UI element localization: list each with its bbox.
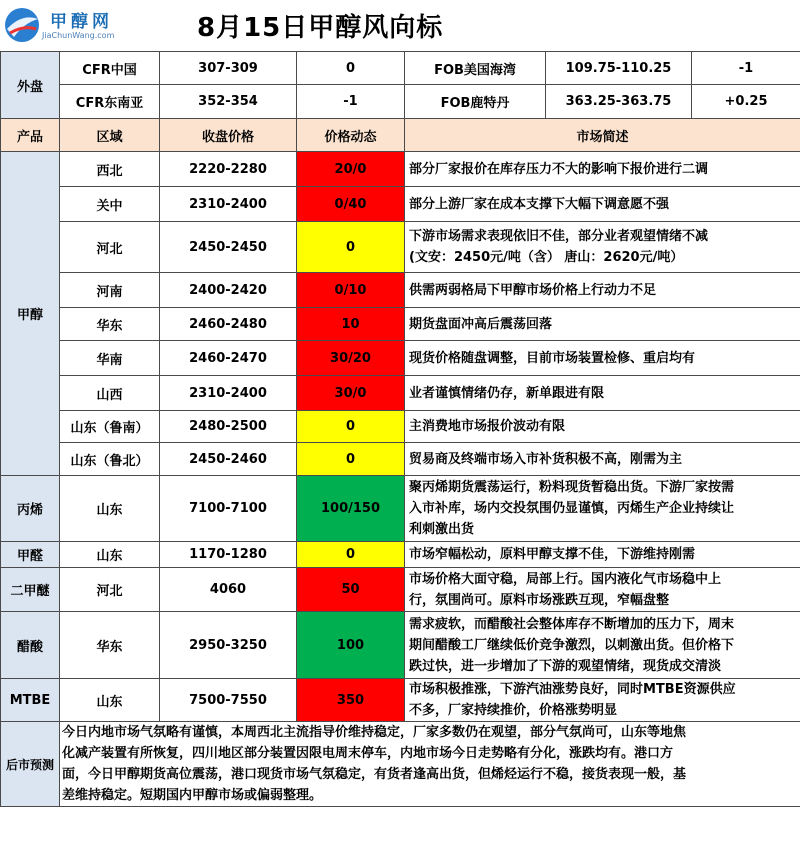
summary-cell: 现货价格随盘调整，目前市场装置检修、重启均有 bbox=[405, 341, 800, 376]
outer-cell: -1 bbox=[297, 85, 405, 119]
col-header-trend: 价格动态 bbox=[297, 119, 405, 152]
product-cell: MTBE bbox=[1, 679, 60, 722]
trend-cell: 20/0 bbox=[297, 152, 405, 187]
methanol-row bbox=[1, 308, 800, 341]
methanol-row bbox=[1, 152, 800, 187]
product-methanol: 甲醇 bbox=[1, 152, 60, 476]
region-cell: 关中 bbox=[60, 187, 160, 222]
forecast-line: 今日内地市场气氛略有谨慎，本周西北主流指导价维持稳定，厂家多数仍在观望，部分气氛尚可，山东等地焦 bbox=[62, 725, 687, 740]
trend-cell: 0 bbox=[297, 222, 405, 273]
summary-line: 下游市场需求表现依旧不佳，部分业者观望情绪不减 bbox=[409, 229, 709, 244]
summary-cell: 主消费地市场报价波动有限 bbox=[405, 411, 800, 443]
summary-line: 期间醋酸工厂继续低价竞争激烈，以刺激出货。但价格下 bbox=[409, 637, 735, 653]
forecast-line: 面，今日甲醇期货高位震荡，港口现货市场气氛稳定，有货者逢高出货，但烯烃运行不稳，接货表现一般，基 bbox=[62, 767, 687, 782]
region-cell: 华东 bbox=[60, 612, 160, 679]
downstream-row bbox=[1, 568, 800, 612]
site-logo[interactable] bbox=[2, 5, 122, 47]
outer-row bbox=[1, 85, 800, 119]
summary-cell bbox=[405, 476, 800, 542]
trend-cell: 0 bbox=[297, 542, 405, 568]
methanol-row bbox=[1, 341, 800, 376]
methanol-row bbox=[1, 187, 800, 222]
trend-cell: 0 bbox=[297, 411, 405, 443]
outer-row bbox=[1, 52, 800, 85]
outer-cell: 0 bbox=[297, 52, 405, 85]
column-header-row bbox=[1, 119, 800, 152]
trend-cell: 10 bbox=[297, 308, 405, 341]
region-cell: 河北 bbox=[60, 568, 160, 612]
region-cell: 山东 bbox=[60, 679, 160, 722]
summary-line: 行，氛围尚可。原料市场涨跌互现，窄幅盘整 bbox=[409, 592, 670, 608]
price-cell: 1170-1280 bbox=[160, 542, 297, 568]
price-cell: 4060 bbox=[160, 568, 297, 612]
methanol-row bbox=[1, 443, 800, 476]
methanol-row bbox=[1, 411, 800, 443]
market-table bbox=[0, 51, 800, 807]
summary-line: 市场积极推涨，下游汽油涨势良好，同时MTBE资源供应 bbox=[409, 682, 736, 697]
trend-cell: 30/0 bbox=[297, 376, 405, 411]
region-cell: 河南 bbox=[60, 273, 160, 308]
trend-cell: 0/40 bbox=[297, 187, 405, 222]
col-header-price: 收盘价格 bbox=[160, 119, 297, 152]
methanol-row bbox=[1, 376, 800, 411]
summary-cell: 期货盘面冲高后震荡回落 bbox=[405, 308, 800, 341]
summary-line: 跌过快，进一步增加了下游的观望情绪，现货成交清淡 bbox=[409, 658, 722, 674]
price-cell: 7100-7100 bbox=[160, 476, 297, 542]
region-cell: 西北 bbox=[60, 152, 160, 187]
trend-cell: 30/20 bbox=[297, 341, 405, 376]
price-cell: 2310-2400 bbox=[160, 187, 297, 222]
product-cell: 丙烯 bbox=[1, 476, 60, 542]
region-cell: 华南 bbox=[60, 341, 160, 376]
trend-cell: 350 bbox=[297, 679, 405, 722]
summary-cell bbox=[405, 679, 800, 722]
downstream-row bbox=[1, 542, 800, 568]
price-cell: 2950-3250 bbox=[160, 612, 297, 679]
price-cell: 2480-2500 bbox=[160, 411, 297, 443]
outer-cell: 307-309 bbox=[160, 52, 297, 85]
logo-english-text: JiaChunWang.com bbox=[42, 31, 115, 40]
trend-cell: 0/10 bbox=[297, 273, 405, 308]
price-cell: 2220-2280 bbox=[160, 152, 297, 187]
methanol-row bbox=[1, 222, 800, 273]
summary-line: 不多，厂家持续推价，价格涨势明显 bbox=[409, 703, 618, 718]
col-header-product: 产品 bbox=[1, 119, 60, 152]
region-cell: 河北 bbox=[60, 222, 160, 273]
globe-logo-icon bbox=[2, 5, 42, 45]
outer-cell: 363.25-363.75 bbox=[546, 85, 692, 119]
methanol-row bbox=[1, 273, 800, 308]
col-header-summary: 市场简述 bbox=[405, 119, 800, 152]
outer-cell: 352-354 bbox=[160, 85, 297, 119]
forecast-line: 化减产装置有所恢复，四川地区部分装置因限电周末停车，内地市场今日走势略有分化，涨跌均有。港口方 bbox=[62, 746, 674, 761]
price-cell: 2450-2450 bbox=[160, 222, 297, 273]
forecast-text bbox=[60, 722, 800, 807]
header-bar bbox=[0, 0, 800, 51]
downstream-row bbox=[1, 679, 800, 722]
page-title: 8月15日甲醇风向标 bbox=[197, 13, 444, 43]
downstream-row bbox=[1, 612, 800, 679]
summary-cell: 业者谨慎情绪仍存，新单跟进有限 bbox=[405, 376, 800, 411]
outer-cell: CFR中国 bbox=[60, 52, 160, 85]
forecast-line: 差维持稳定。短期国内甲醇市场或偏弱整理。 bbox=[62, 788, 323, 803]
region-cell: 山西 bbox=[60, 376, 160, 411]
summary-line: 聚丙烯期货震荡运行，粉料现货暂稳出货。下游厂家按需 bbox=[409, 480, 735, 495]
price-cell: 2460-2480 bbox=[160, 308, 297, 341]
product-cell: 醋酸 bbox=[1, 612, 60, 679]
outer-cell: FOB美国海湾 bbox=[405, 52, 546, 85]
outer-label: 外盘 bbox=[1, 52, 60, 119]
price-cell: 7500-7550 bbox=[160, 679, 297, 722]
trend-cell: 0 bbox=[297, 443, 405, 476]
product-cell: 二甲醚 bbox=[1, 568, 60, 612]
region-cell: 华东 bbox=[60, 308, 160, 341]
outer-cell: 109.75-110.25 bbox=[546, 52, 692, 85]
summary-cell: 贸易商及终端市场入市补货积极不高，刚需为主 bbox=[405, 443, 800, 476]
summary-cell bbox=[405, 542, 800, 568]
summary-line: 市场窄幅松动，原料甲醇支撑不佳，下游维持刚需 bbox=[409, 547, 696, 562]
trend-cell: 50 bbox=[297, 568, 405, 612]
trend-cell: 100 bbox=[297, 612, 405, 679]
price-cell: 2310-2400 bbox=[160, 376, 297, 411]
summary-line: 市场价格大面守稳，局部上行。国内液化气市场稳中上 bbox=[409, 571, 722, 587]
summary-cell: 部分上游厂家在成本支撑下大幅下调意愿不强 bbox=[405, 187, 800, 222]
forecast-label: 后市预测 bbox=[1, 722, 60, 807]
region-cell: 山东 bbox=[60, 476, 160, 542]
summary-cell bbox=[405, 612, 800, 679]
col-header-region: 区域 bbox=[60, 119, 160, 152]
summary-line: (文安：2450元/吨（含） 唐山：2620元/吨） bbox=[409, 250, 684, 265]
summary-cell bbox=[405, 222, 800, 273]
region-cell: 山东（鲁南） bbox=[60, 411, 160, 443]
summary-cell: 部分厂家报价在库存压力不大的影响下报价进行二调 bbox=[405, 152, 800, 187]
logo-chinese-text: 甲醇网 bbox=[50, 12, 113, 32]
price-cell: 2400-2420 bbox=[160, 273, 297, 308]
outer-cell: CFR东南亚 bbox=[60, 85, 160, 119]
summary-line: 入市补库，场内交投氛围仍显谨慎，丙烯生产企业持续让 bbox=[409, 501, 735, 516]
region-cell: 山东 bbox=[60, 542, 160, 568]
summary-cell: 供需两弱格局下甲醇市场价格上行动力不足 bbox=[405, 273, 800, 308]
outer-cell: +0.25 bbox=[692, 85, 800, 119]
region-cell: 山东（鲁北） bbox=[60, 443, 160, 476]
summary-line: 利刺激出货 bbox=[409, 522, 475, 537]
trend-cell: 100/150 bbox=[297, 476, 405, 542]
summary-cell bbox=[405, 568, 800, 612]
summary-line: 需求疲软，而醋酸社会整体库存不断增加的压力下，周末 bbox=[409, 616, 735, 632]
outer-cell: -1 bbox=[692, 52, 800, 85]
outer-cell: FOB鹿特丹 bbox=[405, 85, 546, 119]
price-cell: 2460-2470 bbox=[160, 341, 297, 376]
forecast-row bbox=[1, 722, 800, 807]
price-cell: 2450-2460 bbox=[160, 443, 297, 476]
product-cell: 甲醛 bbox=[1, 542, 60, 568]
downstream-row bbox=[1, 476, 800, 542]
